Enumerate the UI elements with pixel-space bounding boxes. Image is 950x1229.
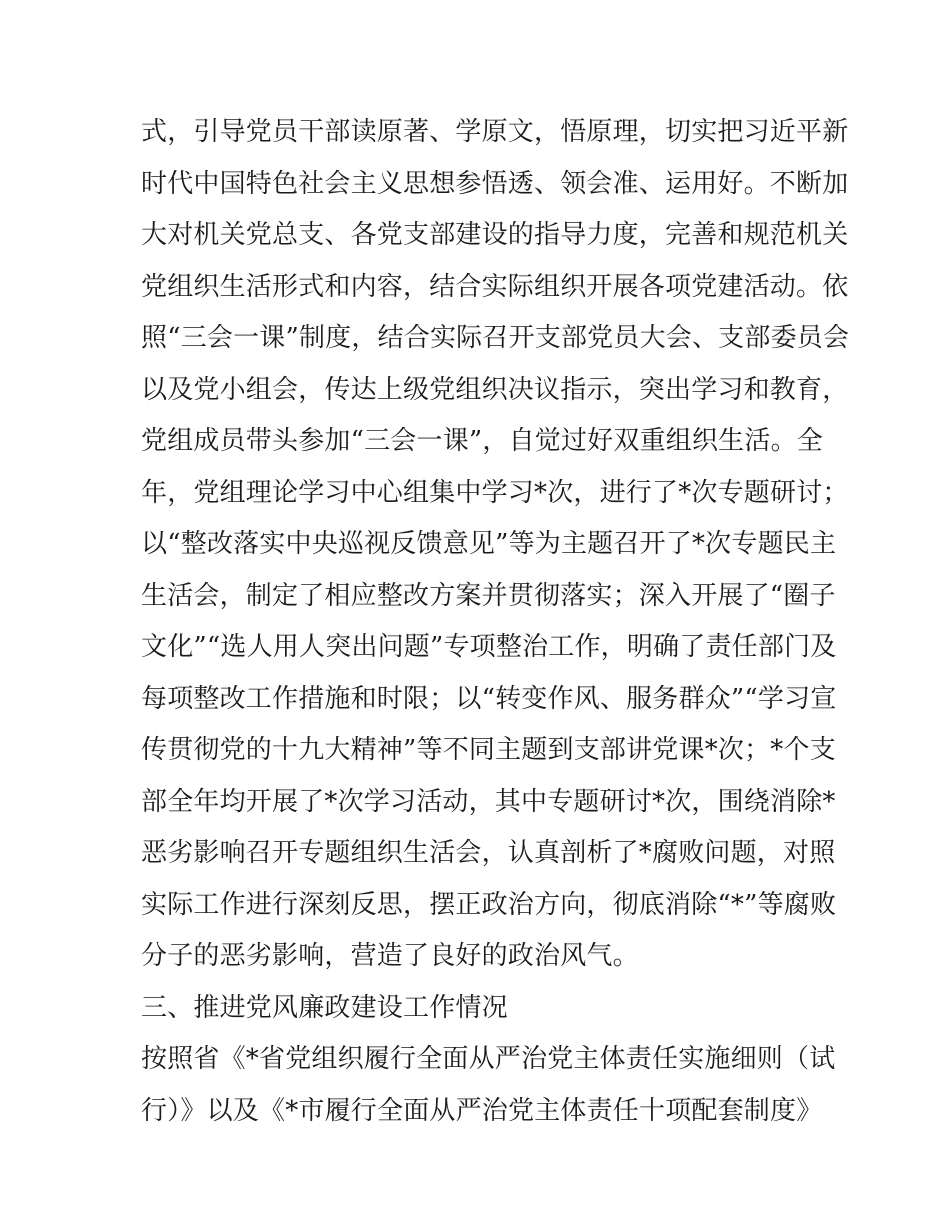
- text-line: 照“三会一课”制度，结合实际召开支部党员大会、支部委员会: [141, 323, 850, 353]
- text-line: 行）》以及《*市履行全面从严治党主体责任十项配套制度》: [141, 1095, 823, 1126]
- text-line: 生活会，制定了相应整改方案并贯彻落实；深入开展了“圈子: [141, 580, 836, 611]
- text-line: 传贯彻党的十九大精神”等不同主题到支部讲党课*次；*个支: [141, 735, 836, 765]
- text-line: 年，党组理论学习中心组集中学习*次，进行了*次专题研讨；: [141, 477, 849, 508]
- text-line: 按照省《*省党组织履行全面从严治党主体责任实施细则（试: [141, 1044, 836, 1074]
- text-line: 以及党小组会，传达上级党组织决议指示，突出学习和教育，: [141, 374, 849, 405]
- text-line: 恶劣影响召开专题组织生活会，认真剖析了*腐败问题，对照: [141, 838, 836, 868]
- text-line: 实际工作进行深刻反思，摆正政治方向，彻底消除“*”等腐败: [141, 889, 837, 920]
- text-line: 党组织生活形式和内容，结合实际组织开展各项党建活动。依: [141, 271, 849, 302]
- text-line: 每项整改工作措施和时限；以“转变作风、服务群众”“学习宣: [141, 683, 837, 714]
- text-line: 分子的恶劣影响，营造了良好的政治风气。: [141, 941, 639, 971]
- document-body: [141, 107, 850, 1137]
- text-line: 时代中国特色社会主义思想参悟透、领会准、运用好。不断加: [141, 168, 849, 199]
- text-line: 大对机关党总支、各党支部建设的指导力度，完善和规范机关: [141, 220, 849, 250]
- text-line: 党组成员带头参加“三会一课”，自觉过好双重组织生活。全: [141, 426, 823, 456]
- text-line: 文化”“选人用人突出问题”专项整治工作，明确了责任部门及: [141, 632, 837, 662]
- section-heading: 三、推进党风廉政建设工作情况: [141, 992, 508, 1023]
- text-line: 以“整改落实中央巡视反馈意见”等为主题召开了*次专题民主: [141, 529, 837, 559]
- text-line: 部全年均开展了*次学习活动，其中专题研讨*次，围绕消除*: [141, 786, 836, 817]
- text-line: 式，引导党员干部读原著、学原文，悟原理，切实把习近平新: [141, 117, 849, 147]
